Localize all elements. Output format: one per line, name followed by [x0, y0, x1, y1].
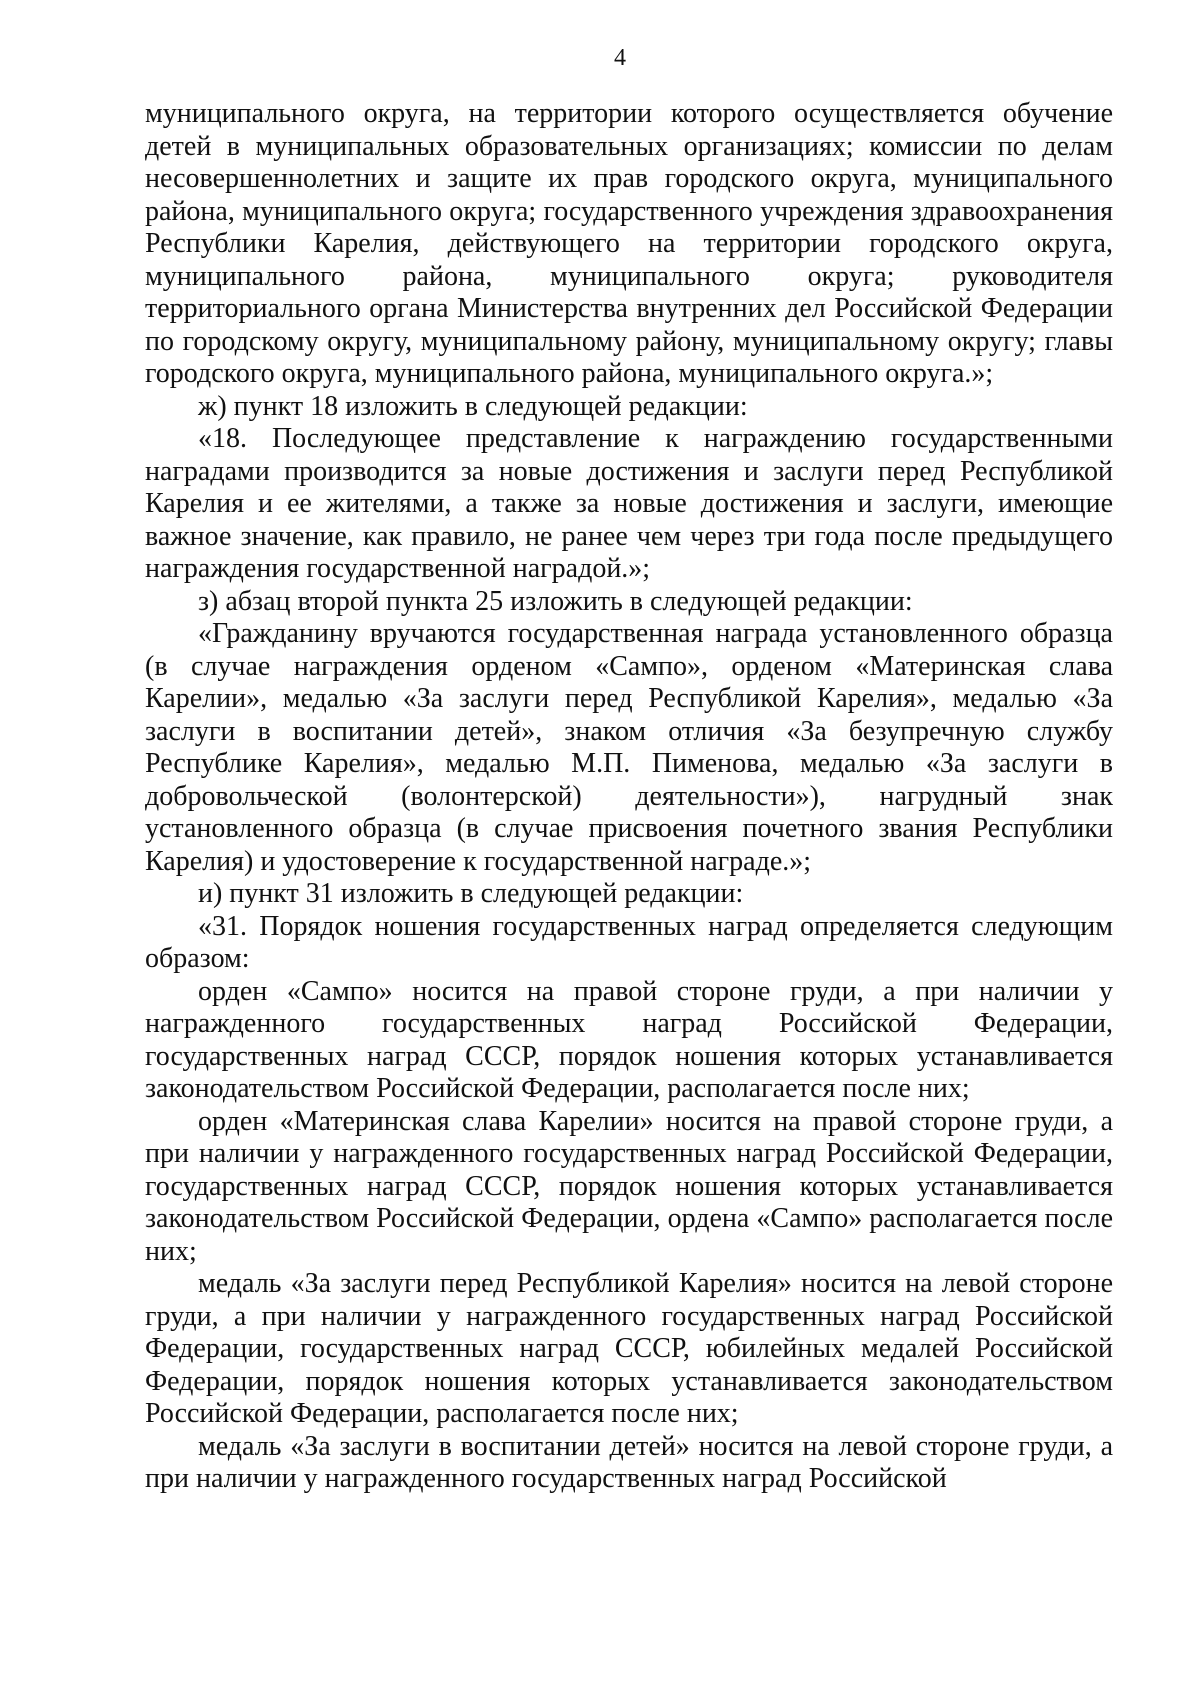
paragraph-3: «18. Последующее представление к награждению государственными наградами производится за новые достижения и заслуги перед Республикой Карелия и ее жителями, а также за новые достижения и заслуги, имеющие важное значение, как правило, не ранее чем через три года после предыдущего награждения государственной наградой.»;: [145, 423, 1113, 584]
paragraph-4: з) абзац второй пункта 25 изложить в следующей редакции:: [198, 585, 913, 617]
paragraph-9: орден «Материнская слава Карелии» носится на правой стороне груди, а при наличии у награжденного государственных наград Российской Федерации, государственных наград СССР, порядок ношения которых устанавливается законодательством Российской Федерации, ордена «Сампо» располагается после них;: [145, 1105, 1113, 1267]
document-body: [145, 98, 1113, 1496]
paragraph-10: медаль «За заслуги перед Республикой Карелия» носится на левой стороне груди, а при наличии у награжденного государственных наград Российской Федерации, государственных наград СССР, юбилейных медалей Российской Федерации, порядок ношения которых устанавливается законодательством Российской Федерации, располагается после них;: [145, 1268, 1113, 1429]
paragraph-11: медаль «За заслуги в воспитании детей» носится на левой стороне груди, а при наличии у награжденного государственных наград Российской: [145, 1430, 1113, 1494]
paragraph-8: орден «Сампо» носится на правой стороне груди, а при наличии у награжденного государственных наград Российской Федерации, государственных наград СССР, порядок ношения которых устанавливается законодательством Российской Федерации, располагается после них;: [145, 975, 1113, 1104]
paragraph-5: «Гражданину вручаются государственная награда установленного образца (в случае награждения орденом «Сампо», орденом «Материнская слава Карелии», медалью «За заслуги перед Республикой Карелия», медалью «За заслуги в воспитании детей», знаком отличия «За безупречную службу Республике Карелия», медалью М.П. Пименова, медалью «За заслуги в добровольческой (волонтерской) деятельности»), нагрудный знак установленного образца (в случае присвоения почетного звания Республики Карелия) и удостоверение к государственной награде.»;: [145, 618, 1113, 877]
paragraph-1: муниципального округа, на территории которого осуществляется обучение детей в муниципальных образовательных организациях; комиссии по делам несовершеннолетних и защите их прав городского округа, муниципального района, муниципального округа; государственного учреждения здравоохранения Республики Карелия, действующего на территории городского округа, муниципального района, муниципального округа; руководителя территориального органа Министерства внутренних дел Российской Федерации по городскому округу, муниципальному району, муниципальному округу; главы городского округа, муниципального района, муниципального округа.»;: [145, 98, 1113, 389]
paragraph-6: и) пункт 31 изложить в следующей редакции:: [198, 878, 744, 909]
page-number: 4: [614, 45, 626, 71]
paragraph-7: «31. Порядок ношения государственных наград определяется следующим образом:: [145, 910, 1113, 974]
paragraph-2: ж) пункт 18 изложить в следующей редакции:: [198, 390, 748, 422]
